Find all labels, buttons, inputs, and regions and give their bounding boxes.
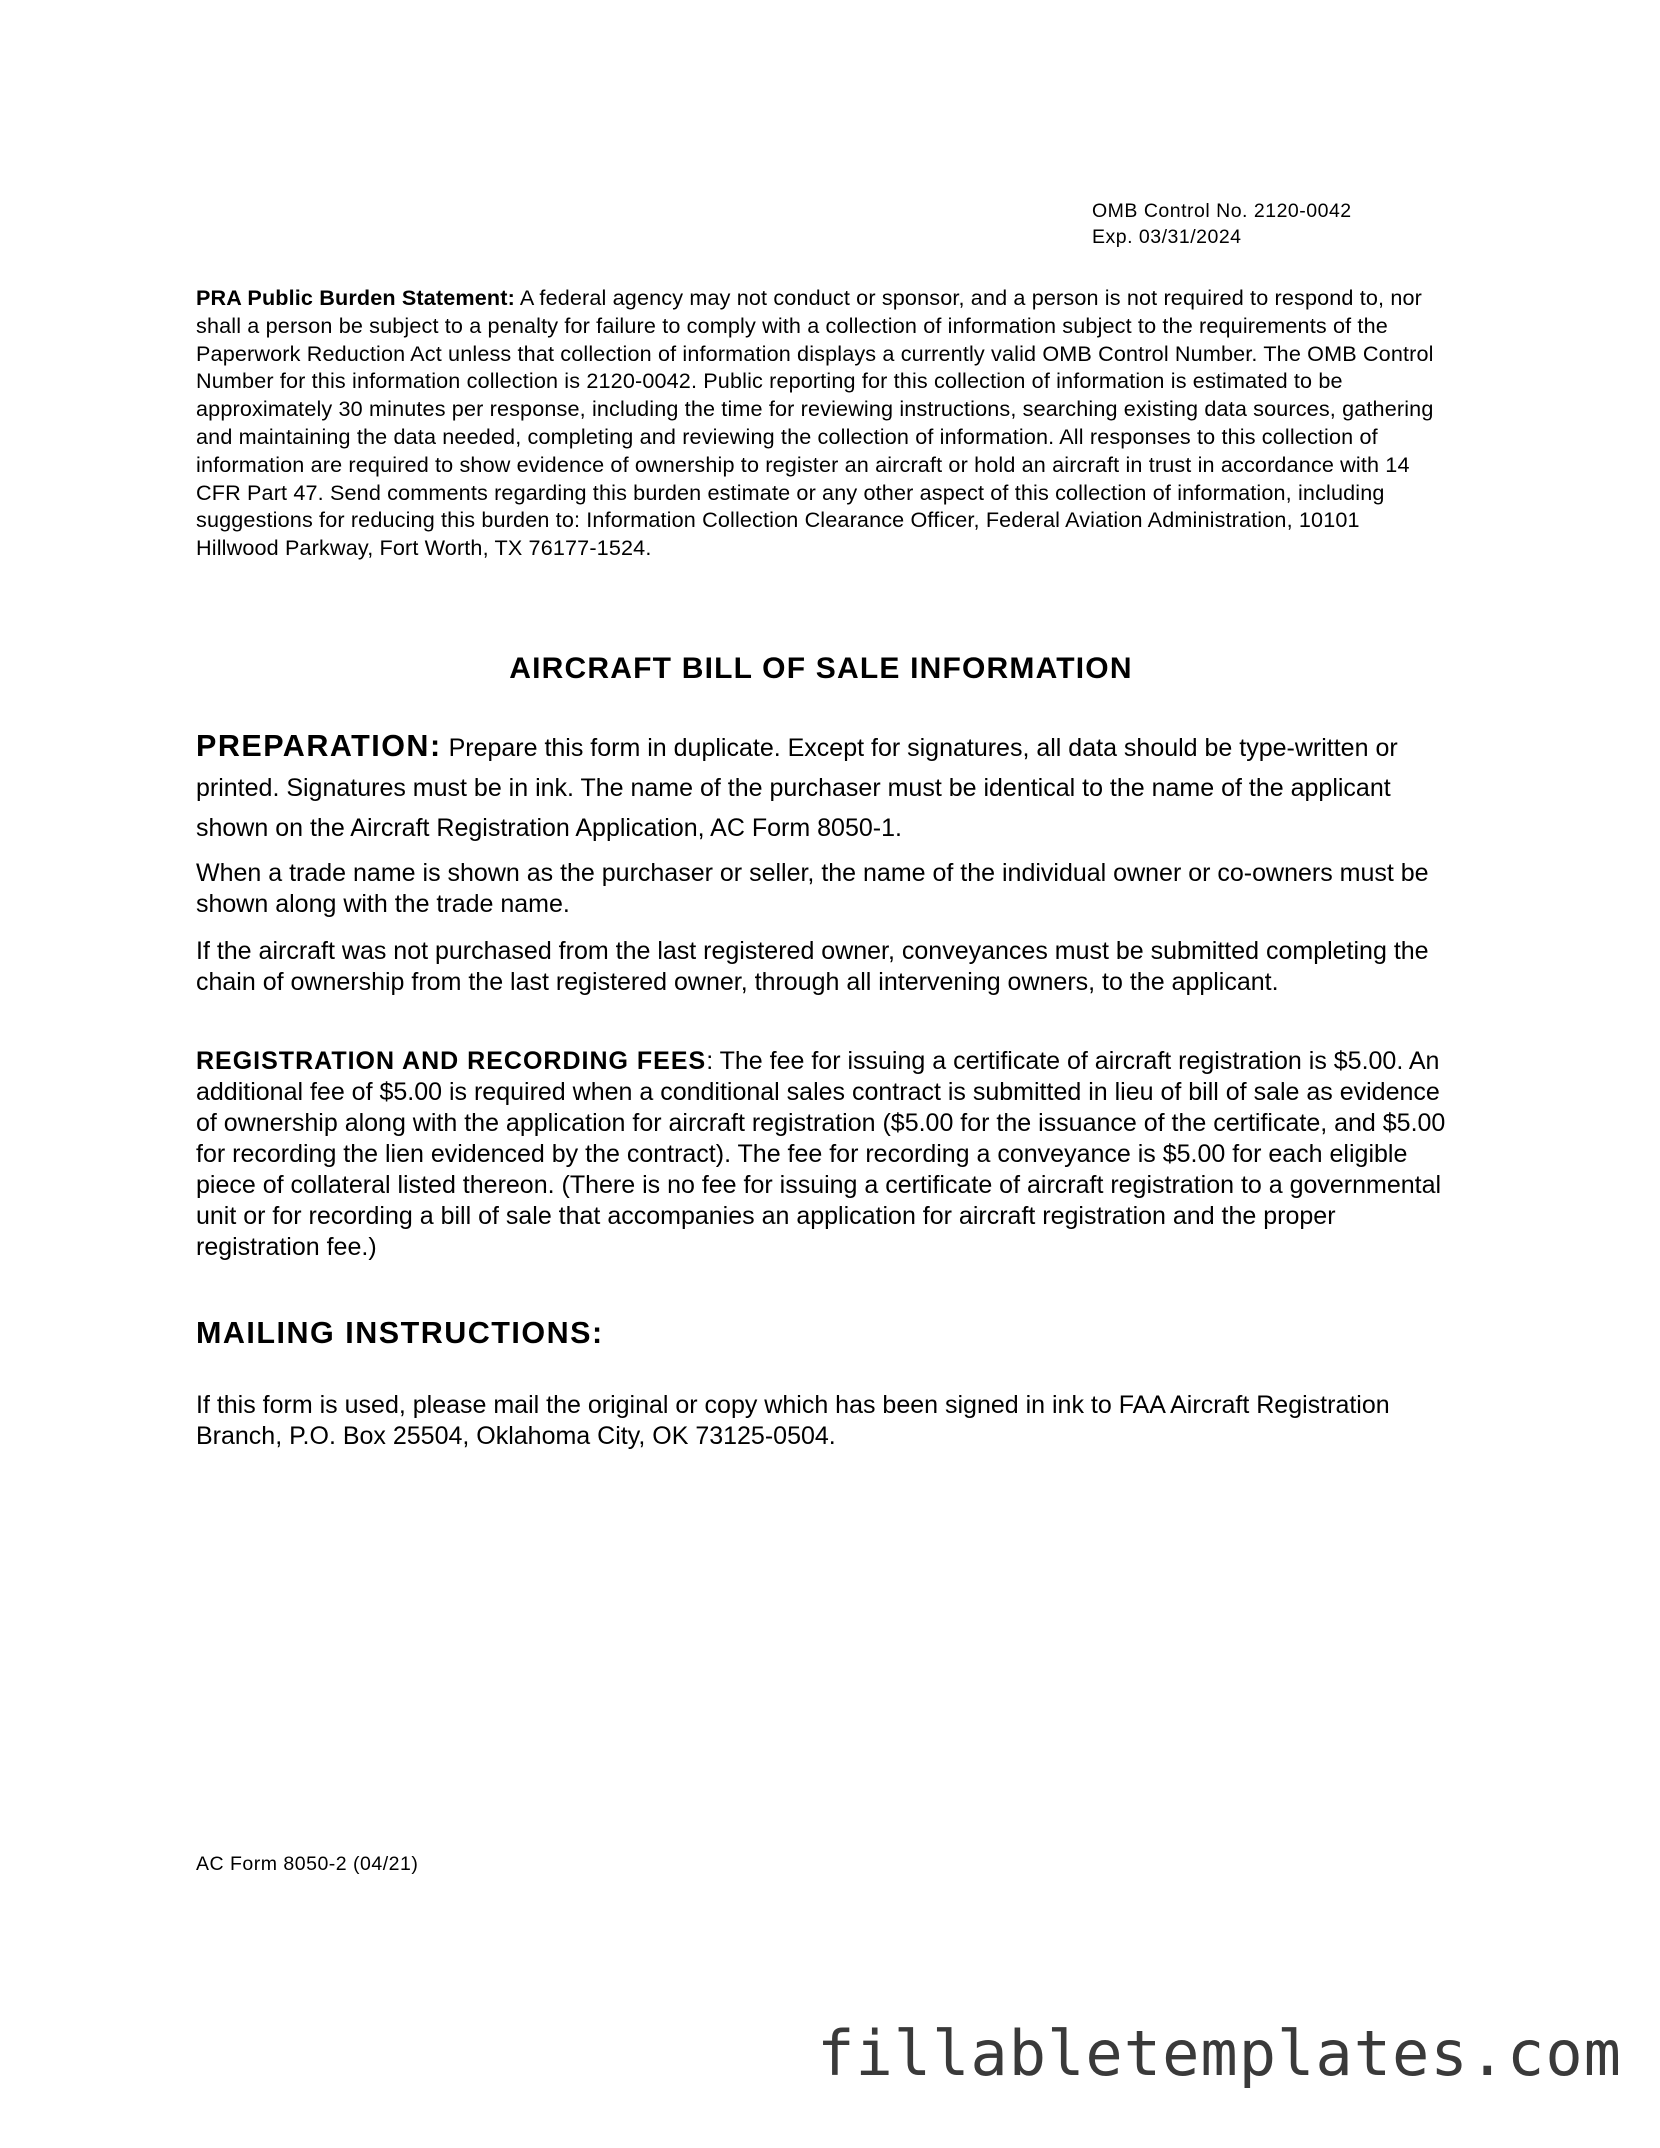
omb-control-block — [1092, 198, 1352, 250]
page-title: AIRCRAFT BILL OF SALE INFORMATION — [509, 652, 1133, 685]
trade-name-paragraph: When a trade name is shown as the purchaser or seller, the name of the individual owner or co-owners must be shown along with the trade name. — [196, 859, 1429, 918]
pra-burden-statement — [196, 284, 1446, 562]
omb-expiration: Exp. 03/31/2024 — [1092, 226, 1242, 248]
fees-paragraph — [196, 1046, 1446, 1263]
pra-heading: PRA Public Burden Statement: — [196, 285, 515, 310]
chain-of-ownership-paragraph: If the aircraft was not purchased from the last registered owner, conveyances must be submitted completing the chain of ownership from the last registered owner, through all intervening owners, to the applicant. — [196, 937, 1429, 996]
preparation-text: Prepare this form in duplicate. Except for signatures, all data should be type-written or printed. Signatures must be in ink. The name of the purchaser must be identical to the name of the applicant shown on the Aircraft Registration Application, AC Form 8050-1. — [196, 734, 1398, 842]
preparation-section — [196, 726, 1446, 848]
mailing-text: If this form is used, please mail the original or copy which has been signed in ink to FAA Aircraft Registration Branch, P.O. Box 25504, Oklahoma City, OK 73125-0504. — [196, 1391, 1390, 1450]
preparation-heading: PREPARATION: — [196, 729, 442, 763]
fees-heading: REGISTRATION AND RECORDING FEES — [196, 1047, 707, 1075]
omb-control-number: OMB Control No. 2120-0042 — [1092, 200, 1352, 222]
pra-text: A federal agency may not conduct or sponsor, and a person is not required to respond to, nor shall a person be subject to a penalty for failure to comply with a collection of information subject to the requirements of the Paperwork Reduction Act unless that collection of information displays a currently valid OMB Control Number. The OMB Control Number for this information collection is 2120-0042. Public reporting for this collection of information is estimated to be approximately 30 minutes per response, including the time for reviewing instructions, searching existing data sources, gathering and maintaining the data needed, completing and reviewing the collection of information. All responses to this collection of information are required to show evidence of ownership to register an aircraft or hold an aircraft in trust in accordance with 14 CFR Part 47. Send comments regarding this burden estimate or any other aspect of this collection of information, including suggestions for reducing this burden to: Information Collection Clearance Officer, Federal Aviation Administration, 10101 Hillwood Parkway, Fort Worth, TX 76177-1524. — [196, 285, 1434, 561]
form-id: AC Form 8050-2 (04/21) — [196, 1853, 419, 1875]
mailing-heading: MAILING INSTRUCTIONS: — [196, 1316, 604, 1350]
watermark: fillabletemplates.com — [817, 2017, 1622, 2090]
fees-text: : The fee for issuing a certificate of aircraft registration is $5.00. An additional fee of $5.00 is required when a conditional sales contract is submitted in lieu of bill of sale as evidence of ownership along with the application for aircraft registration ($5.00 for the issuance of the certificate, and $5.00 for recording the lien evidenced by the contract). The fee for recording a conveyance is $5.00 for each eligible piece of collateral listed thereon. (There is no fee for issuing a certificate of aircraft registration to a governmental unit or for recording a bill of sale that accompanies an application for aircraft registration and the proper registration fee.) — [196, 1047, 1446, 1261]
